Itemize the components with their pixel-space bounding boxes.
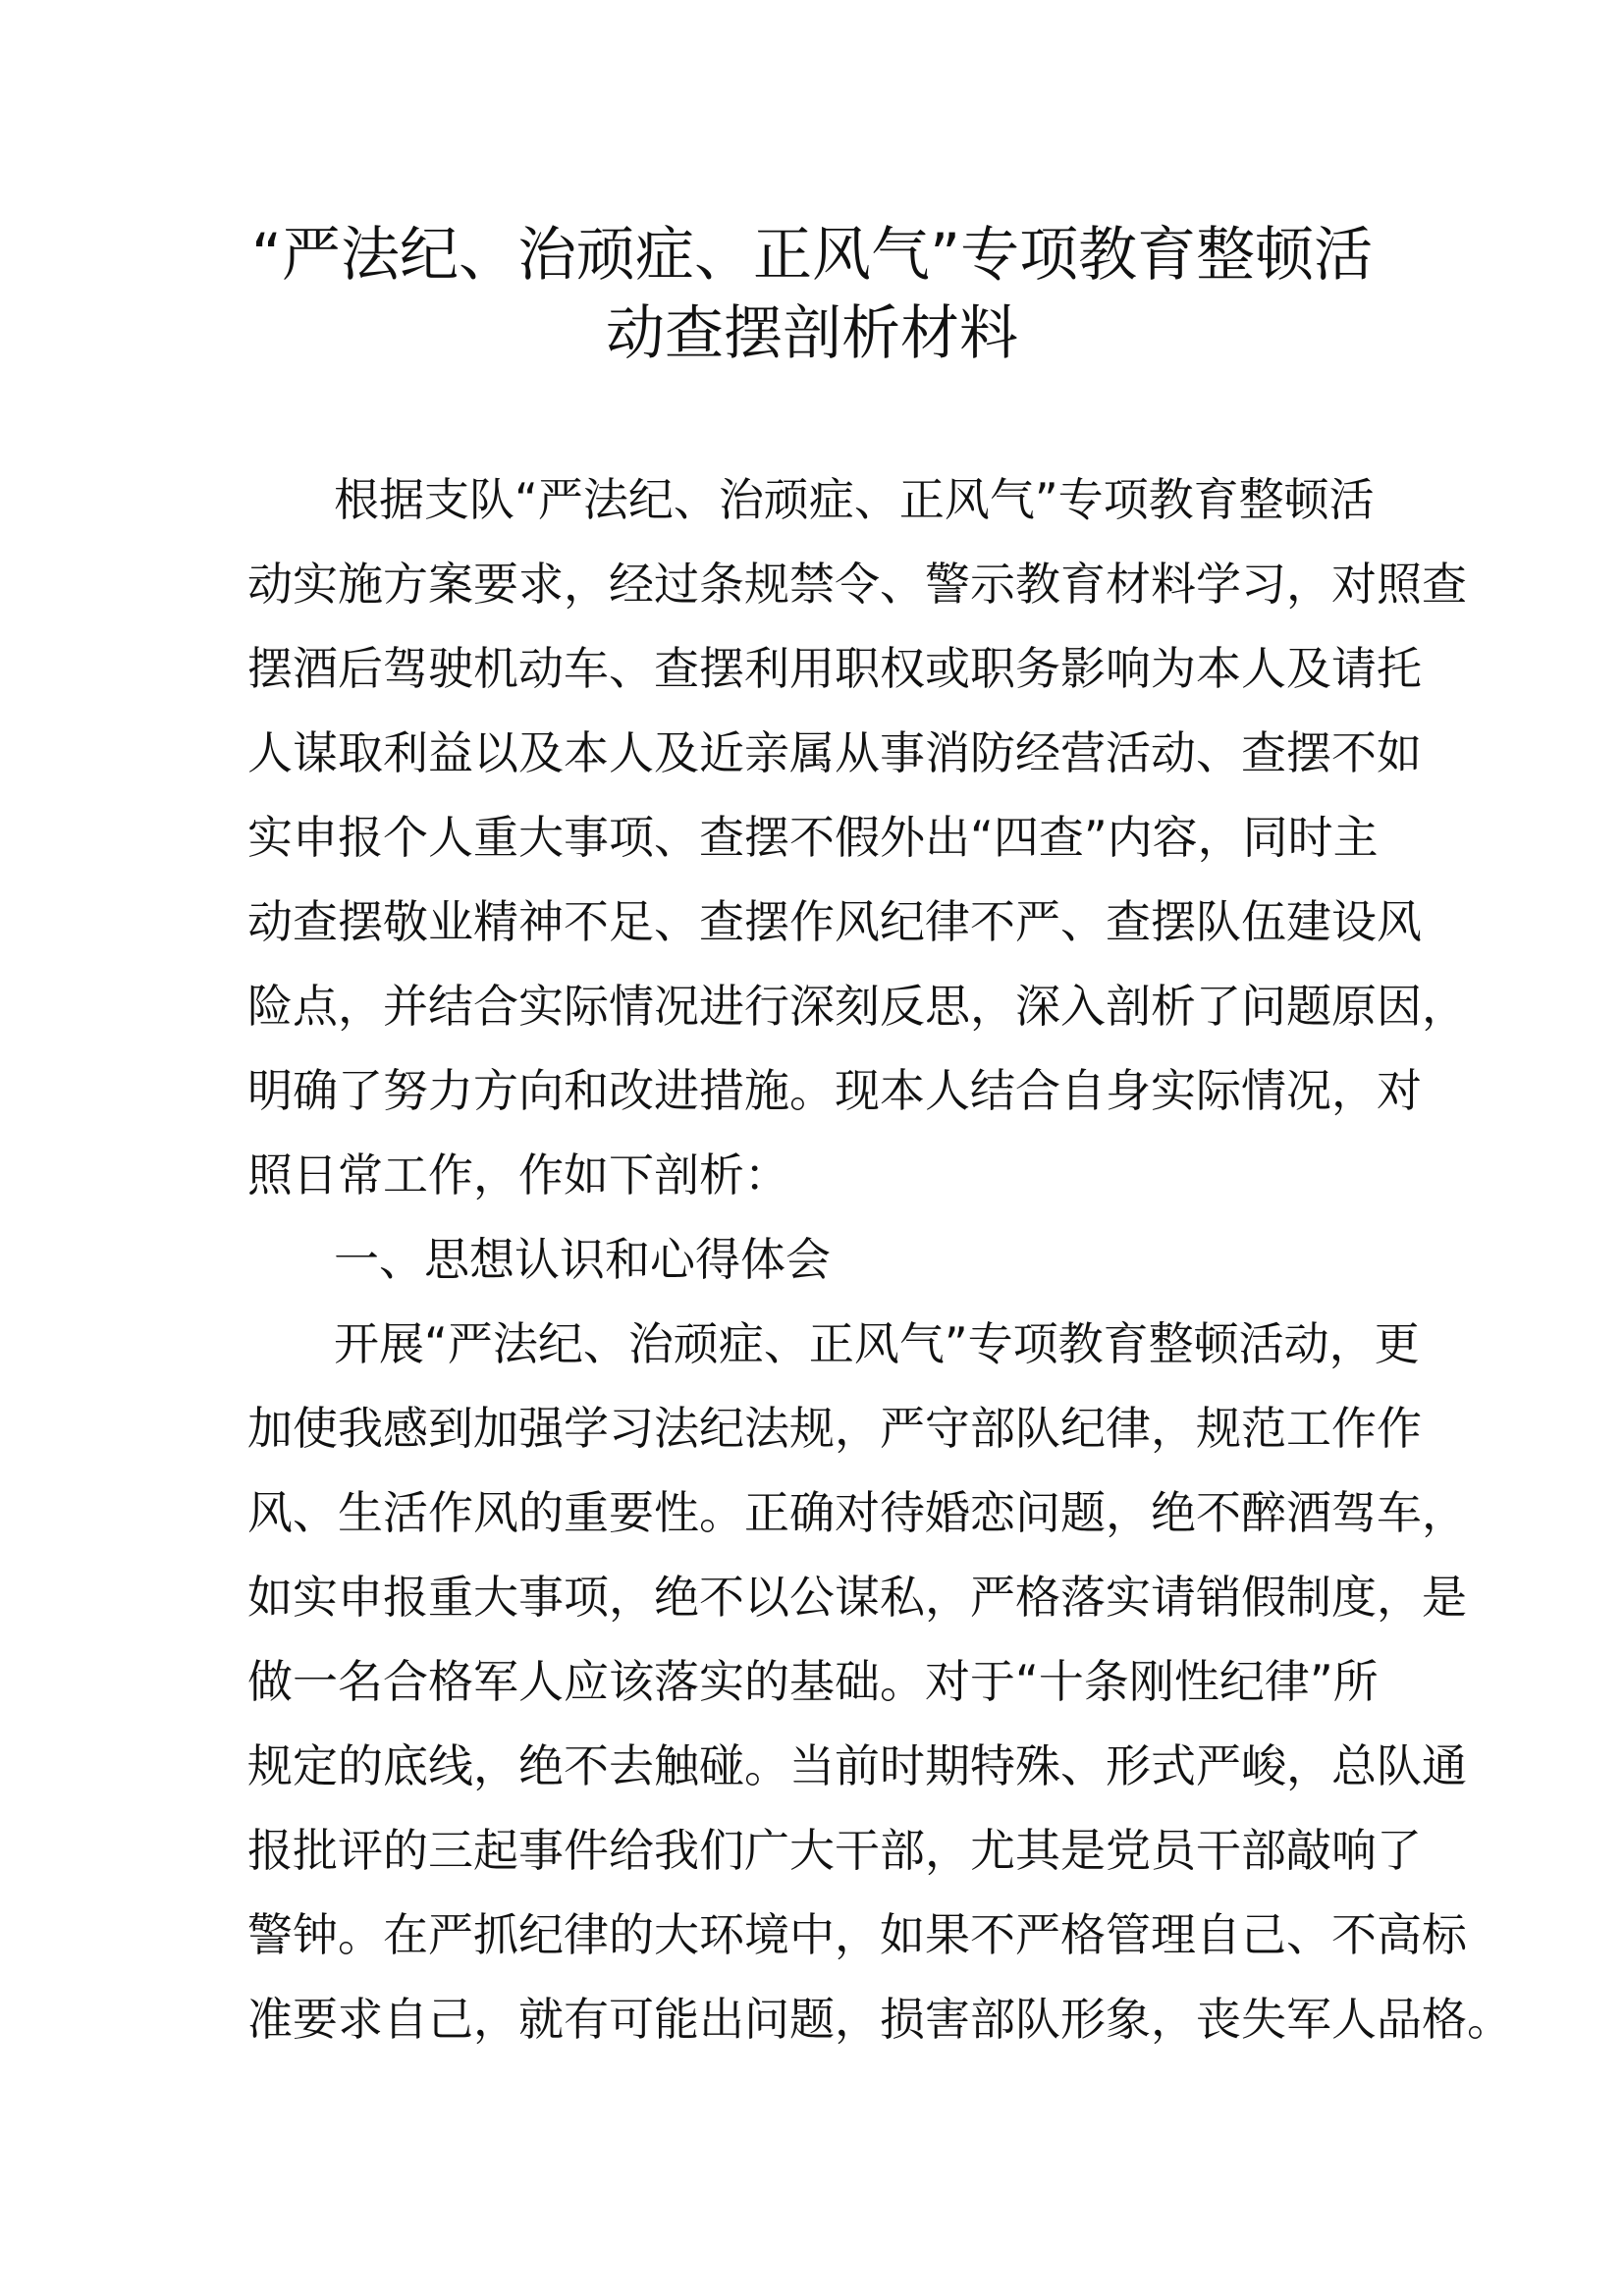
paragraph-1-line: 根据支队“严法纪、治顽症、正风气”专项教育整顿活 [334, 473, 1375, 526]
paragraph-2-line: 警钟。在严抓纪律的大环境中，如果不严格管理自己、不高标 [247, 1908, 1467, 1961]
paragraph-1-line: 实申报个人重大事项、查摆不假外出“四查”内容，同时主 [247, 811, 1379, 864]
paragraph-2-line: 加使我感到加强学习法纪法规，严守部队纪律，规范工作作 [247, 1402, 1422, 1455]
paragraph-1-line: 摆酒后驾驶机动车、查摆利用职权或职务影响为本人及请托 [247, 642, 1422, 695]
document-title-line-2: 动查摆剖析材料 [606, 299, 1018, 368]
paragraph-2-line: 规定的底线，绝不去触碰。当前时期特殊、形式严峻，总队通 [247, 1739, 1467, 1792]
paragraph-1-line: 险点，并结合实际情况进行深刻反思，深入剖析了问题原因， [247, 980, 1467, 1033]
paragraph-2-line: 风、生活作风的重要性。正确对待婚恋问题，绝不醉酒驾车， [247, 1486, 1467, 1539]
paragraph-2-line: 如实申报重大事项，绝不以公谋私，严格落实请销假制度，是 [247, 1571, 1467, 1624]
paragraph-1-line: 动查摆敬业精神不足、查摆作风纪律不严、查摆队伍建设风 [247, 895, 1422, 948]
paragraph-1-line: 人谋取利益以及本人及近亲属从事消防经营活动、查摆不如 [247, 726, 1422, 779]
section-heading: 一、思想认识和心得体会 [334, 1233, 831, 1286]
paragraph-2-line: 报批评的三起事件给我们广大干部，尤其是党员干部敲响了 [247, 1824, 1422, 1877]
paragraph-1-line: 动实施方案要求，经过条规禁令、警示教育材料学习，对照查 [247, 558, 1467, 611]
paragraph-2-line: 做一名合格军人应该落实的基础。对于“十条刚性纪律”所 [247, 1655, 1379, 1708]
document-title-line-1: “严法纪、治顽症、正风气”专项教育整顿活 [250, 221, 1374, 290]
paragraph-2-line: 准要求自己，就有可能出问题，损害部队形象，丧失军人品格。 [247, 1993, 1512, 2046]
paragraph-2-line: 开展“严法纪、治顽症、正风气”专项教育整顿活动，更 [334, 1317, 1420, 1370]
paragraph-1-line: 明确了努力方向和改进措施。现本人结合自身实际情况，对 [247, 1064, 1422, 1117]
paragraph-1-line: 照日常工作，作如下剖析： [247, 1148, 789, 1201]
